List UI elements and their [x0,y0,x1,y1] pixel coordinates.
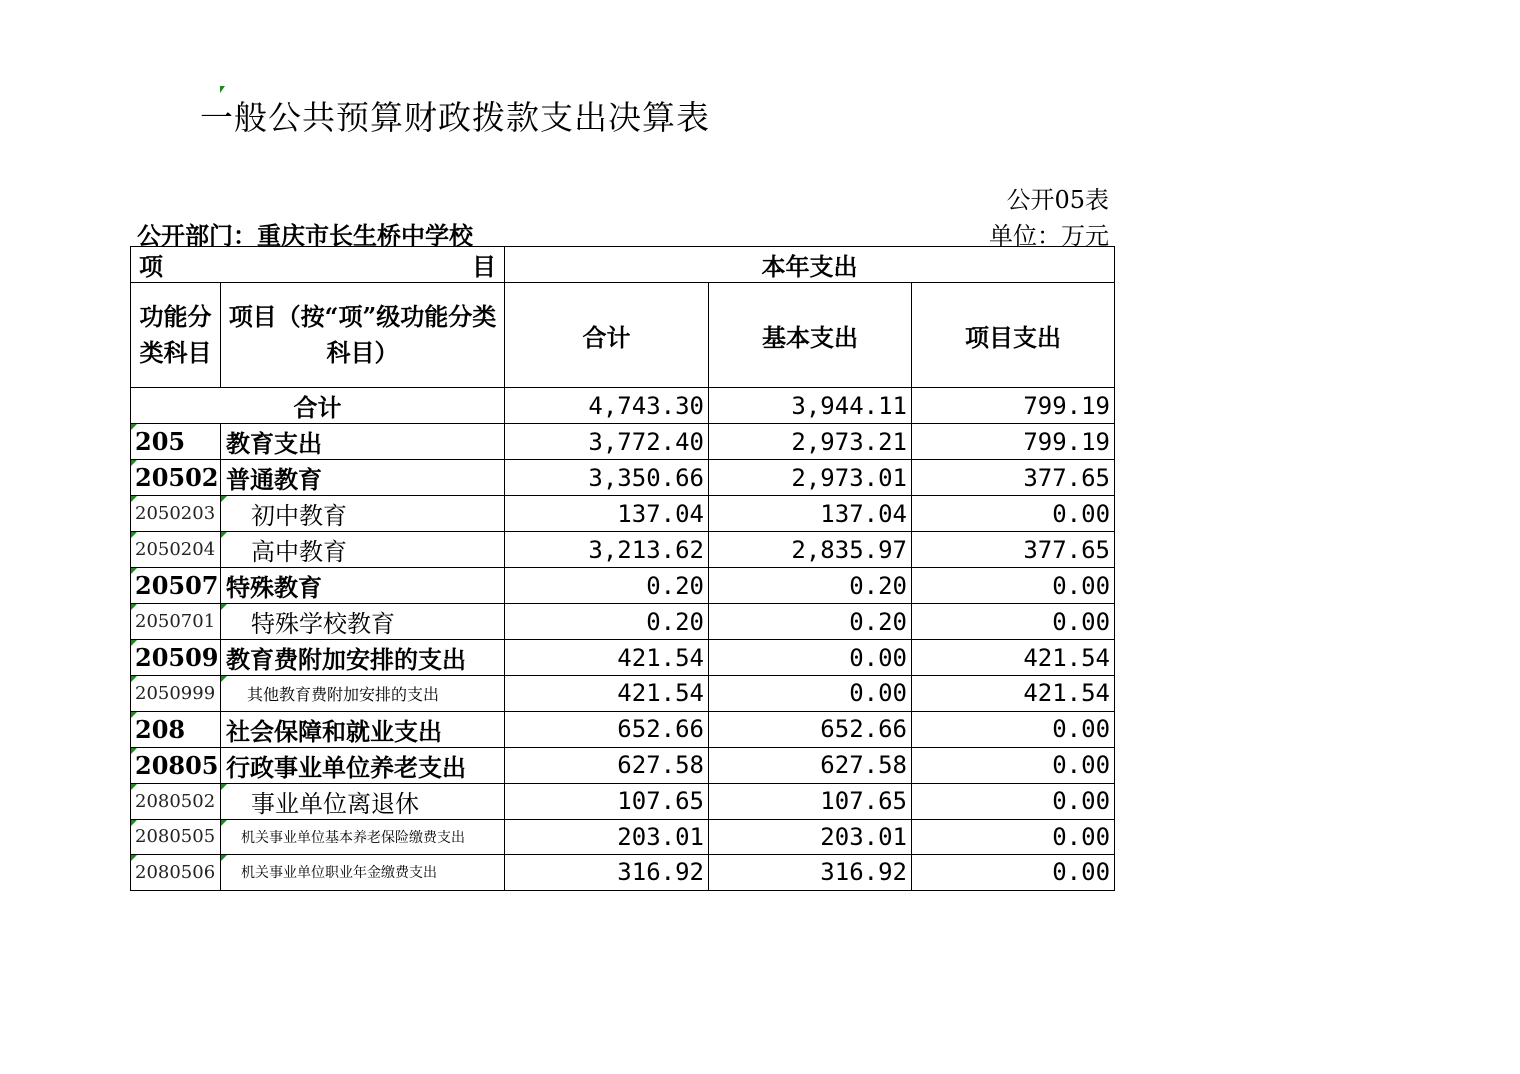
table-row [131,819,1115,855]
row-basic: 0.00 [709,640,912,676]
table-row [131,640,1115,676]
table-row [131,604,1115,640]
total-project: 799.19 [912,388,1115,424]
row-project: 0.00 [912,496,1115,532]
row-basic: 2,973.21 [709,424,912,460]
row-basic: 0.00 [709,676,912,712]
row-name: 普通教育 [221,460,505,496]
row-project: 0.00 [912,711,1115,747]
total-basic: 3,944.11 [709,388,912,424]
row-total: 3,350.66 [505,460,709,496]
row-basic: 0.20 [709,604,912,640]
header-item [131,247,505,283]
row-total: 421.54 [505,676,709,712]
header-basic: 基本支出 [709,283,912,388]
row-name: 特殊教育 [221,568,505,604]
row-name: 行政事业单位养老支出 [221,747,505,783]
table-row [131,855,1115,891]
row-basic: 203.01 [709,819,912,855]
row-name: 教育费附加安排的支出 [221,640,505,676]
row-total: 3,213.62 [505,532,709,568]
row-basic: 107.65 [709,783,912,819]
unit-label: 单位：万元 [989,222,1109,250]
row-basic: 2,835.97 [709,532,912,568]
table-row [131,783,1115,819]
header-item-left: 项 [139,252,163,281]
row-basic: 627.58 [709,747,912,783]
row-project: 0.00 [912,819,1115,855]
row-total: 421.54 [505,640,709,676]
row-total: 316.92 [505,855,709,891]
row-name: 特殊学校教育 [221,604,505,640]
header-item-right: 目 [472,252,496,281]
page-title: 一般公共预算财政拨款支出决算表 [200,98,710,137]
table-row [131,460,1115,496]
total-row [131,388,1115,424]
row-basic: 2,973.01 [709,460,912,496]
row-code: 2050203 [131,496,221,532]
row-project: 0.00 [912,783,1115,819]
table-row [131,711,1115,747]
row-name: 高中教育 [221,532,505,568]
row-code: 20507 [131,568,221,604]
expenditure-table [130,246,1115,891]
row-project: 421.54 [912,676,1115,712]
row-total: 203.01 [505,819,709,855]
table-row [131,676,1115,712]
header-row-1 [131,247,1115,283]
row-basic: 316.92 [709,855,912,891]
row-name: 初中教育 [221,496,505,532]
total-label: 合计 [131,388,505,424]
row-name: 机关事业单位职业年金缴费支出 [221,855,505,891]
form-number: 公开05表 [1006,186,1109,214]
row-code: 20502 [131,460,221,496]
row-code: 2080506 [131,855,221,891]
table-row [131,424,1115,460]
row-code: 20805 [131,747,221,783]
row-total: 0.20 [505,568,709,604]
table-row [131,568,1115,604]
row-code: 20509 [131,640,221,676]
row-name: 事业单位离退休 [221,783,505,819]
row-project: 0.00 [912,568,1115,604]
header-row-2 [131,283,1115,388]
row-project: 799.19 [912,424,1115,460]
row-basic: 0.20 [709,568,912,604]
row-total: 0.20 [505,604,709,640]
row-project: 377.65 [912,460,1115,496]
row-project: 0.00 [912,604,1115,640]
row-code: 205 [131,424,221,460]
row-code: 2050999 [131,676,221,712]
row-code: 2080502 [131,783,221,819]
row-name: 其他教育费附加安排的支出 [221,676,505,712]
row-code: 2050204 [131,532,221,568]
row-name: 社会保障和就业支出 [221,711,505,747]
row-code: 2050701 [131,604,221,640]
row-project: 0.00 [912,855,1115,891]
table-row [131,496,1115,532]
header-item-name: 项目（按“项”级功能分类科目） [221,283,505,388]
row-basic: 137.04 [709,496,912,532]
row-project: 421.54 [912,640,1115,676]
department-label: 公开部门：重庆市长生桥中学校 [137,221,473,250]
row-name: 机关事业单位基本养老保险缴费支出 [221,819,505,855]
total-value: 4,743.30 [505,388,709,424]
row-name: 教育支出 [221,424,505,460]
row-basic: 652.66 [709,711,912,747]
row-total: 627.58 [505,747,709,783]
row-code: 2080505 [131,819,221,855]
row-total: 107.65 [505,783,709,819]
row-code: 208 [131,711,221,747]
header-current-year: 本年支出 [505,247,1115,283]
row-total: 137.04 [505,496,709,532]
row-project: 0.00 [912,747,1115,783]
table-row [131,747,1115,783]
header-func-code: 功能分类科目 [131,283,221,388]
row-total: 3,772.40 [505,424,709,460]
header-project: 项目支出 [912,283,1115,388]
header-total: 合计 [505,283,709,388]
table-row [131,532,1115,568]
row-total: 652.66 [505,711,709,747]
row-project: 377.65 [912,532,1115,568]
